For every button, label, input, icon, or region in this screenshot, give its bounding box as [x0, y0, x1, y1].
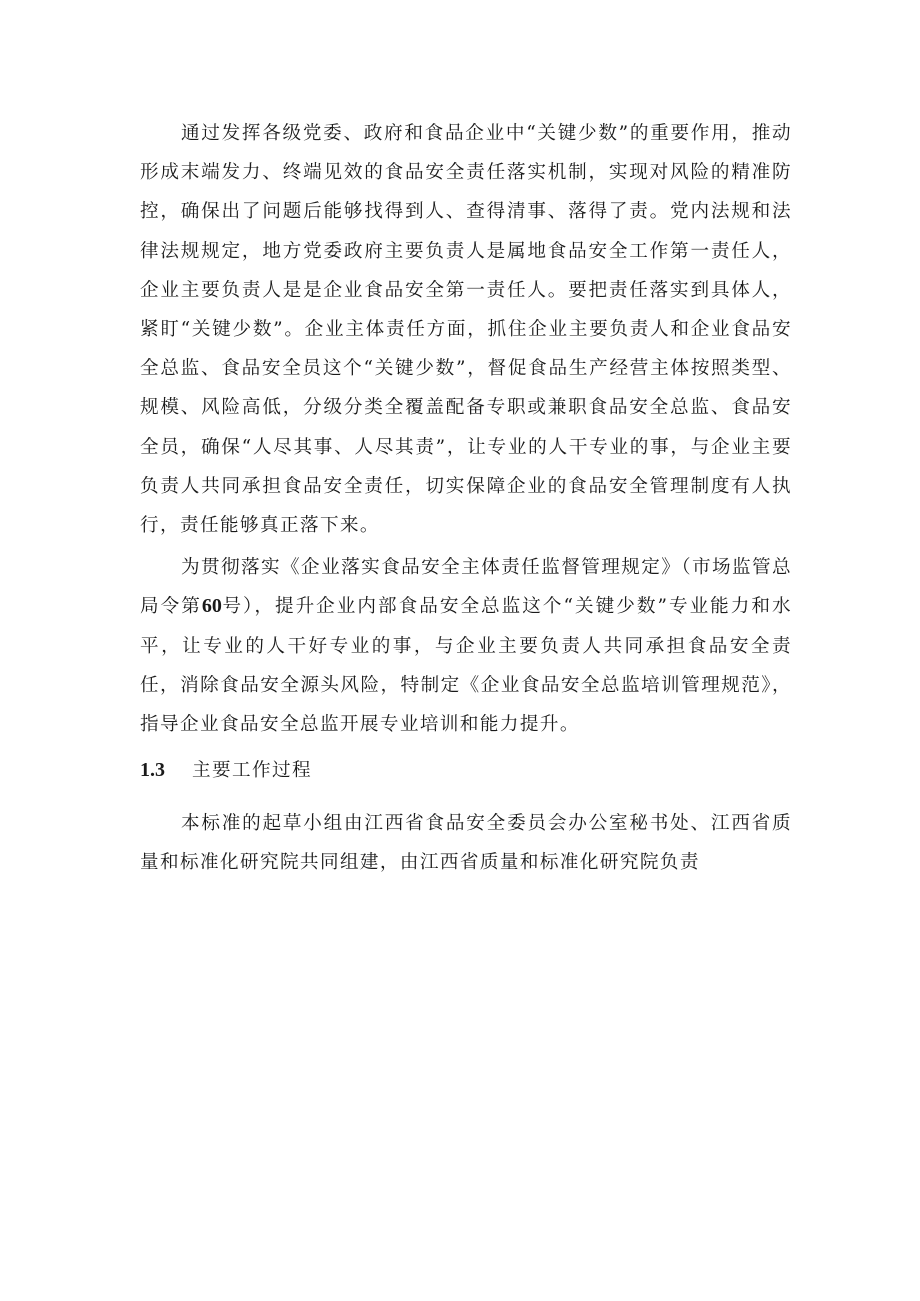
- section-heading: [140, 751, 792, 790]
- body-paragraph-2: [140, 548, 792, 744]
- paragraph-2-text-before: 为贯彻落实《企业落实食品安全主体责任监督管理规定》（市场监管总局令第: [140, 557, 792, 618]
- document-body: [140, 114, 792, 883]
- section-title: 主要工作过程: [192, 760, 312, 782]
- section-number: 1.3: [140, 759, 165, 782]
- paragraph-2-text-after: 号），提升企业内部食品安全总监这个“关键少数”专业能力和水平，让专业的人干好专业的事，与企业主要负责人共同承担食品安全责任，消除食品安全源头风险，特制定《企业食品安全总监培训管理规范》，指导企业食品安全总监开展专业培训和能力提升。: [140, 596, 792, 736]
- decree-number: 60: [201, 595, 222, 618]
- body-paragraph-1: 通过发挥各级党委、政府和食品企业中“关键少数”的重要作用，推动形成末端发力、终端见效的食品安全责任落实机制，实现对风险的精准防控，确保出了问题后能够找得到人、查得清事、落得了责。党内法规和法律法规规定，地方党委政府主要负责人是属地食品安全工作第一责任人，企业主要负责人是是企业食品安全第一责任人。要把责任落实到具体人，紧盯“关键少数”。企业主体责任方面，抓住企业主要负责人和企业食品安全总监、食品安全员这个“关键少数”，督促食品生产经营主体按照类型、规模、风险高低，分级分类全覆盖配备专职或兼职食品安全总监、食品安全员，确保“人尽其事、人尽其责”，让专业的人干专业的事，与企业主要负责人共同承担食品安全责任，切实保障企业的食品安全管理制度有人执行，责任能够真正落下来。: [140, 123, 792, 537]
- body-paragraph-3: 本标准的起草小组由江西省食品安全委员会办公室秘书处、江西省质量和标准化研究院共同组建，由江西省质量和标准化研究院负责: [140, 813, 792, 874]
